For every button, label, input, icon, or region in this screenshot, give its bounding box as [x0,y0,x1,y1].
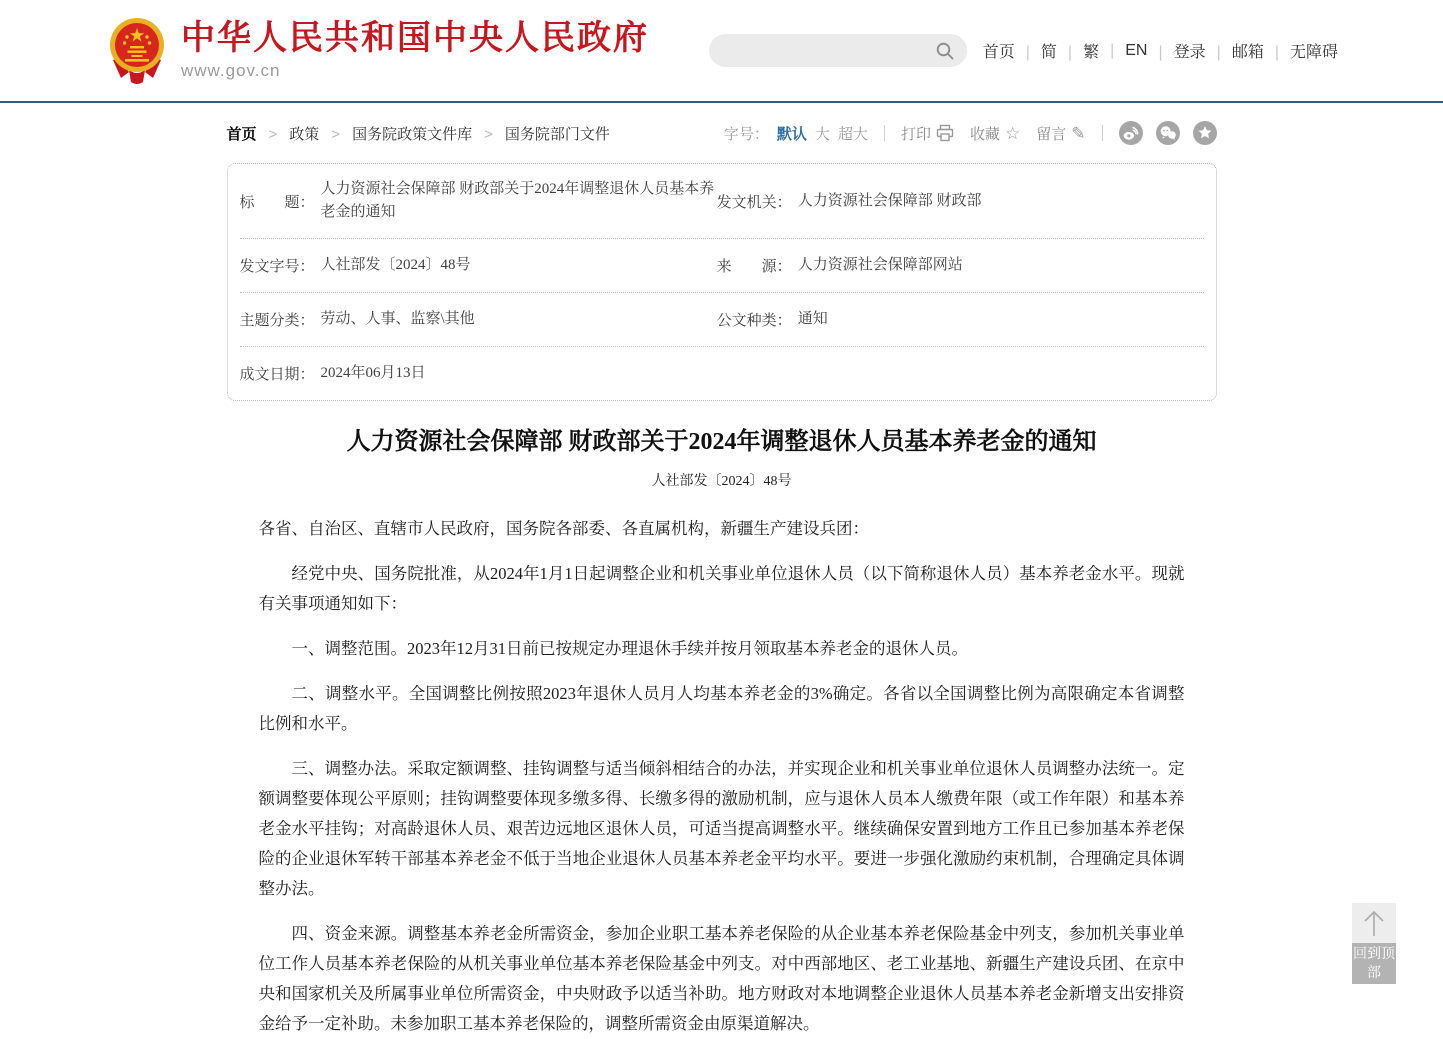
meta-row [240,293,1204,347]
nav-accessibility[interactable]: | 无障碍 [1264,39,1338,62]
national-emblem-icon [105,16,169,86]
favorites-share-icon[interactable] [1193,121,1217,145]
meta-label-issue-date: 成文日期： [239,367,315,383]
paragraph-intro: 经党中央、国务院批准，从2024年1月1日起调整企业和机关事业单位退休人员（以下简称退休人员）基本养老金水平。现就有关事项通知如下： [258,564,1185,614]
nav-traditional[interactable]: | 繁 [1057,39,1099,62]
site-url: www.gov.cn [181,61,281,81]
fontsize-large[interactable]: 大 [814,125,830,143]
paragraph-method: 三、调整办法。采取定额调整、挂钩调整与适当倾斜相结合的办法，并实现企业和机关事业单位退休人员调整办法统一。定额调整要体现公平原则；挂钩调整要体现多缴多得、长缴多得的激励机制，应与退休人员本人缴费年限（或工作年限）和基本养老金水平挂钩；对高龄退休人员、艰苦边远地区退休人员，可适当提高调整水平。继续确保安置到地方工作且已参加基本养老保险的企业退休军转干部基本养老金不低于当地企业退休人员基本养老金平均水平。要进一步强化激励约束机制，合理确定具体调整办法。 [258,759,1185,899]
wechat-share-icon[interactable] [1156,121,1180,145]
meta-label-topic-category: 主题分类： [239,313,315,329]
nav-login[interactable]: | 登录 [1147,39,1205,62]
search-input[interactable] [725,43,935,59]
pencil-icon: ✎ [1071,123,1086,143]
comment-label: 留言 [1036,125,1067,143]
page-tools [724,121,1217,145]
meta-value-topic-category: 劳动、人事、监察\其他 [320,311,475,327]
nav-english[interactable]: | EN [1099,42,1147,60]
breadcrumb-home[interactable]: 首页 [226,125,257,143]
search-icon[interactable] [935,41,955,61]
site-header [0,0,1443,103]
breadcrumb-policy[interactable]: > 政策 [257,123,320,144]
weibo-share-icon[interactable] [1119,121,1143,145]
meta-label-doc-type: 公文种类： [716,313,792,329]
fontsize-group [724,123,868,144]
meta-value-doc-number: 人社部发〔2024〕48号 [320,257,471,273]
print-button[interactable] [901,123,954,144]
meta-label-doc-number: 发文字号： [239,259,315,275]
top-nav [983,39,1338,62]
paragraph-scope: 一、调整范围。2023年12月31日前已按规定办理退休手续并按月领取基本养老金的退休人员。 [291,639,968,659]
meta-row [240,164,1204,239]
paragraph-salutation: 各省、自治区、直辖市人民政府，国务院各部委、各直属机构，新疆生产建设兵团： [258,519,869,539]
back-to-top-label[interactable]: 回到顶部 [1352,943,1396,984]
nav-mailbox[interactable]: | 邮箱 [1206,39,1264,62]
star-icon: ☆ [1004,123,1021,143]
print-label: 打印 [900,125,931,143]
meta-label-issuing-agency: 发文机关： [716,194,792,211]
divider [884,125,885,141]
meta-label-source: 来 源： [716,259,792,275]
nav-home[interactable]: 首页 [982,44,1015,61]
back-to-top-button[interactable] [1352,903,1396,984]
document-title: 人力资源社会保障部 财政部关于2024年调整退休人员基本养老金的通知 [346,429,1097,455]
document-meta-box [227,163,1217,401]
divider [1102,125,1103,141]
meta-value-title: 人力资源社会保障部 财政部关于2024年调整退休人员基本养老金的通知 [320,181,715,220]
meta-label-title: 标 题： [239,194,315,211]
breadcrumb [227,123,610,144]
document-number: 人社部发〔2024〕48号 [651,474,792,490]
meta-row [240,239,1204,293]
site-logo[interactable] [105,16,649,86]
document-body [259,514,1185,1039]
meta-value-issue-date: 2024年06月13日 [320,365,426,381]
share-group [1119,121,1217,145]
printer-icon [936,124,954,142]
fontsize-xlarge[interactable]: 超大 [837,125,868,143]
breadcrumb-dept-documents[interactable]: > 国务院部门文件 [472,123,610,144]
favorite-label: 收藏 [969,125,1000,143]
document-article [227,427,1217,1039]
up-arrow-icon[interactable] [1352,903,1396,943]
meta-value-source: 人力资源社会保障部网站 [797,257,963,273]
paragraph-level: 二、调整水平。全国调整比例按照2023年退休人员月人均基本养老金的3%确定。各省以全国调整比例为高限确定本省调整比例和水平。 [258,684,1185,734]
favorite-button[interactable] [970,123,1020,144]
site-title: 中华人民共和国中央人民政府 [181,18,649,57]
comment-button[interactable] [1036,123,1085,144]
search-box[interactable] [709,34,967,67]
fontsize-default[interactable]: 默认 [776,125,807,143]
paragraph-funding: 四、资金来源。调整基本养老金所需资金，参加企业职工基本养老保险的从企业基本养老保险基金中列支，参加机关事业单位工作人员基本养老保险的从机关事业单位基本养老保险基金中列支。对中西部地区、老工业基地、新疆生产建设兵团、在京中央和国家机关及所属事业单位所需资金，中央财政予以适当补助。地方财政对本地调整企业退休人员基本养老金新增支出安排资金给予一定补助。未参加职工基本养老保险的，调整所需资金由原渠道解决。 [258,924,1185,1034]
meta-value-issuing-agency: 人力资源社会保障部 财政部 [797,192,982,209]
breadcrumb-policy-library[interactable]: > 国务院政策文件库 [319,123,472,144]
meta-value-doc-type: 通知 [797,311,828,327]
meta-row [240,347,1204,400]
fontsize-label: 字号： [723,125,769,143]
nav-simplified[interactable]: | 简 [1015,39,1057,62]
